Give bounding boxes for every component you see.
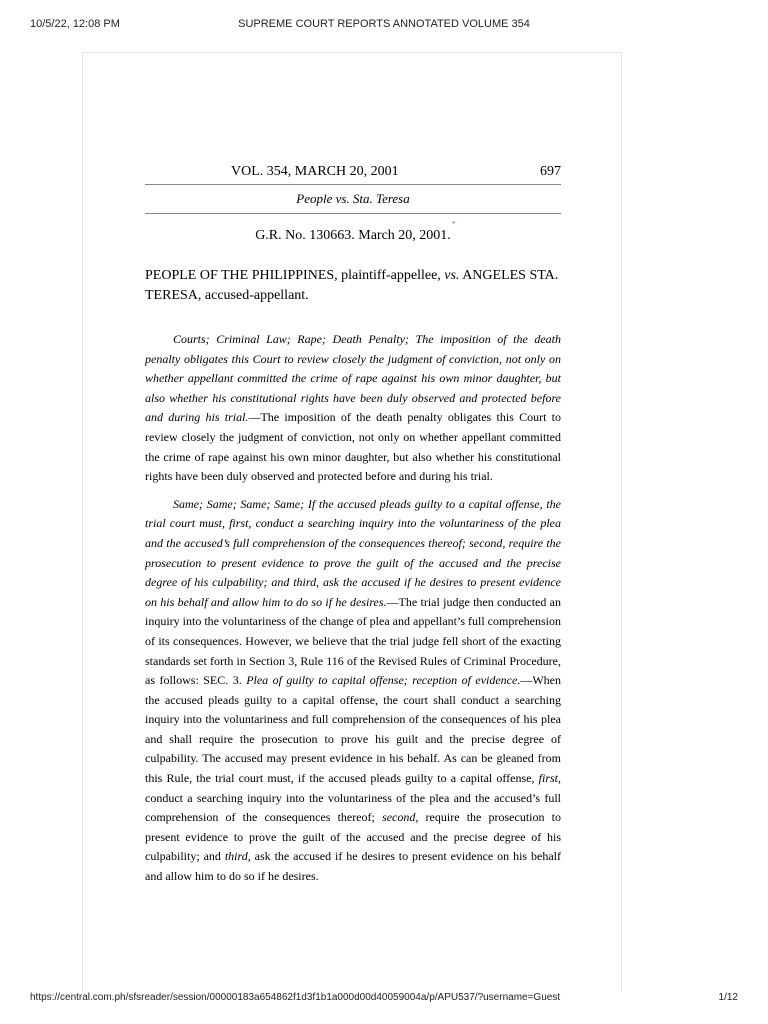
running-head (145, 160, 561, 185)
volume-label: VOL. 354, MARCH 20, 2001 (231, 164, 399, 179)
syllabus-2-second: second, (382, 810, 419, 825)
gr-number-line (145, 220, 561, 244)
syllabus-1-text: —The imposition of the death penalty obligates this Court to review closely the judgment of conviction, not only on whether appellant committed the crime of rape against his own minor daughter, but also whether his constitutional rights have been duly observed and protected before and during his trial. (145, 410, 561, 484)
syllabus-2-text-e: ask the accused if he desires to present evidence on his behalf and allow him to do so if he desires. (145, 849, 561, 884)
syllabus-2-text-d: require the prosecution to present evidence to prove the guilt of the accused and the precise degree of his culpability; and (145, 810, 561, 864)
page-number: 697 (540, 164, 561, 179)
parties-plaintiff: PEOPLE OF THE PHILIPPINES, plaintiff-appellee, (145, 268, 445, 283)
document-content (145, 160, 561, 895)
syllabus-2-headnote: Same; Same; Same; Same; If the accused pleads guilty to a capital offense, the trial court must, first, conduct a searching inquiry into the voluntariness of the plea and the accused’s full comprehension of the consequences thereof; second, require the prosecution to present evidence to prove the guilt of the accused and the precise degree of his culpability; and third, ask the accused if he desires to present evidence on his behalf and allow him to do so if he desires. (145, 496, 561, 609)
syllabus-paragraph-2 (145, 495, 561, 887)
parties-accused: ANGELES STA. TERESA, accused-appellant. (145, 268, 559, 303)
syllabus-2-first: first, (538, 771, 561, 786)
print-title: SUPREME COURT REPORTS ANNOTATED VOLUME 354 (238, 18, 530, 30)
case-title: People vs. Sta. Teresa (145, 185, 561, 214)
syllabus-2-third: third, (224, 849, 251, 864)
syllabus-2-text-b: —When the accused pleads guilty to a capital offense, the court shall conduct a searching inquiry into the voluntariness and full comprehension of the consequences of his plea and shall require the prosecution to prove his guilt and the precise degree of culpability. The accused may present evidence in his behalf. As can be gleaned from this Rule, the trial court must, if the accused pleads guilty to a capital offense, (145, 673, 561, 786)
syllabus-2-text-c: conduct a searching inquiry into the voluntariness of the plea and the accused’s full comprehension of the consequences thereof; (145, 790, 561, 825)
parties-vs: vs. (444, 268, 460, 283)
syllabus-paragraph-1 (145, 330, 561, 487)
print-footer (0, 992, 768, 1006)
syllabus-2-text-a: —The trial judge then conducted an inquiry into the voluntariness of the change of plea and appellant’s full comprehension of its consequences. However, we believe that the trial judge fell short of the exacting standards set forth in Section 3, Rule 116 of the Revised Rules of Criminal Procedure, as follows: SEC. 3. (145, 594, 561, 688)
case-parties (145, 266, 561, 306)
print-page-count: 1/12 (718, 992, 738, 1003)
footnote-link[interactable]: * (451, 220, 456, 228)
print-header (0, 18, 768, 32)
print-date: 10/5/22, 12:08 PM (30, 18, 120, 30)
syllabus-1-headnote: Courts; Criminal Law; Rape; Death Penalty; The imposition of the death penalty obligates this Court to review closely the judgment of conviction, not only on whether appellant committed the crime of rape against his own minor daughter, but also whether his constitutional rights have been duly observed and protected before and during his trial. (145, 332, 561, 425)
syllabus (145, 330, 561, 887)
gr-number: G.R. No. 130663. March 20, 2001. (255, 228, 451, 243)
syllabus-2-rule-title: Plea of guilty to capital offense; reception of evidence. (246, 673, 521, 688)
print-url: https://central.com.ph/sfsreader/session/00000183a654862f1d3f1b1a000d00d40059004a/p/APU537/?username=Guest (30, 992, 561, 1003)
